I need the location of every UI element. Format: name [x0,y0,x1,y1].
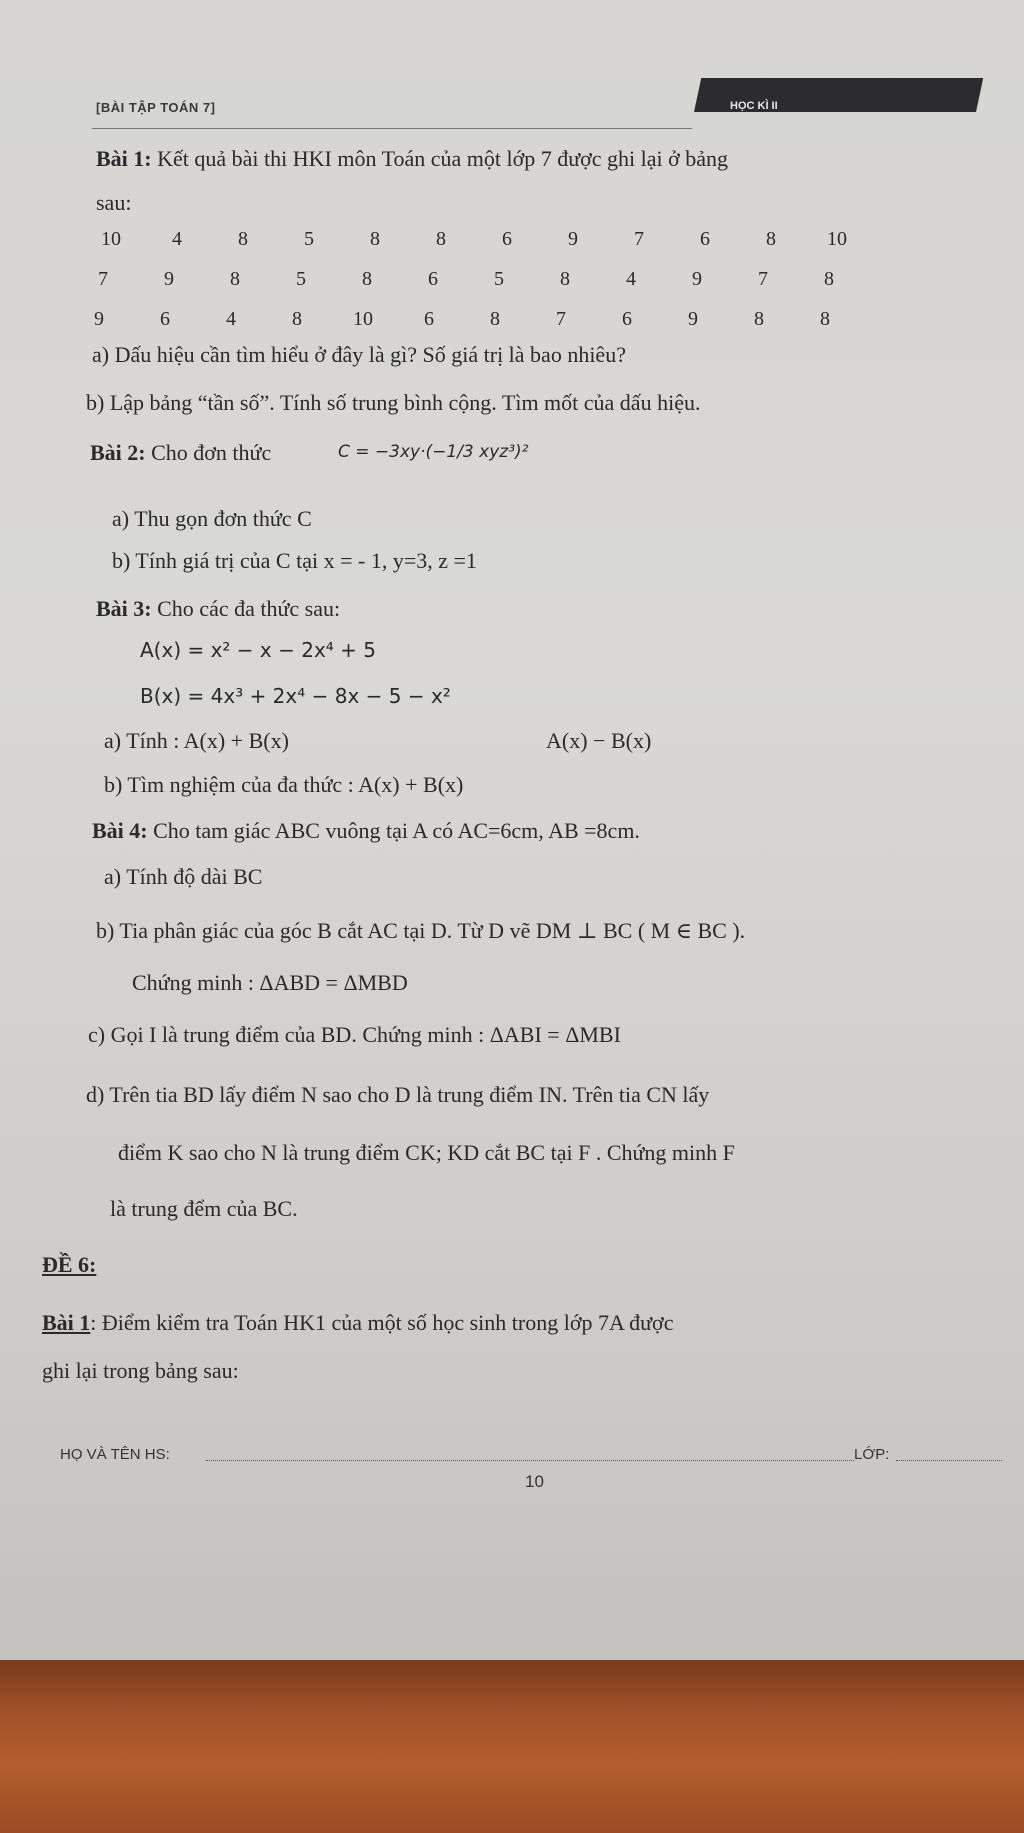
bai3-intro [96,596,340,622]
header-title: [BÀI TẬP TOÁN 7] [96,100,216,115]
cell: 8 [238,228,248,250]
data-row-2 [70,268,862,291]
cell: 5 [304,228,314,250]
name-dotted-line [206,1460,854,1461]
bai1-question-a: a) Dấu hiệu cần tìm hiểu ở đây là gì? Số giá trị là bao nhiêu? [92,342,626,367]
cell: 6 [502,228,512,250]
cell: 7 [98,268,108,290]
bai4-question-a: a) Tính độ dài BC [104,864,263,889]
de6-title: ĐỀ 6: [42,1252,97,1277]
bai1-intro [96,146,728,172]
cell: 10 [353,308,373,330]
data-row-3 [66,308,858,331]
bai4-question-c: c) Gọi I là trung điểm của BD. Chứng minh : ΔABI = ΔMBI [88,1022,621,1047]
wooden-table-background [0,1660,1024,1833]
cell: 6 [160,308,170,330]
cell: 8 [766,228,776,250]
de6-bai1 [42,1310,673,1336]
cell: 7 [556,308,566,330]
cell: 4 [226,308,236,330]
cell: 9 [692,268,702,290]
bai1-question-b: b) Lập bảng “tần số”. Tính số trung bình cộng. Tìm mốt của dấu hiệu. [86,390,701,415]
cell: 6 [424,308,434,330]
bai4-question-b2: Chứng minh : ΔABD = ΔMBD [132,970,408,995]
cell: 7 [634,228,644,250]
bai4-title: Bài 4: [92,818,148,843]
bai2-question-b: b) Tính giá trị của C tại x = - 1, y=3, z =1 [112,548,477,573]
cell: 8 [560,268,570,290]
class-label: LỚP: [854,1446,890,1463]
cell: 8 [490,308,500,330]
bai1-title: Bài 1: [96,146,152,171]
cell: 8 [230,268,240,290]
de6-bai1-text2: ghi lại trong bảng sau: [42,1358,239,1383]
bai2-intro [90,440,271,466]
cell: 8 [370,228,380,250]
cell: 6 [700,228,710,250]
cell: 9 [94,308,104,330]
bai3-title: Bài 3: [96,596,152,621]
class-dotted-line [896,1460,1002,1461]
bai4-text: Cho tam giác ABC vuông tại A có AC=6cm, AB =8cm. [147,818,640,843]
polynomial-a: A(x) = x² − x − 2x⁴ + 5 [140,638,377,662]
cell: 10 [827,228,847,250]
data-row-1 [78,228,870,251]
header-semester: HỌC KÌ II [730,100,778,112]
de6-bai1-text: : Điểm kiểm tra Toán HK1 của một số học sinh trong lớp 7A được [90,1310,674,1335]
cell: 9 [688,308,698,330]
polynomial-b: B(x) = 4x³ + 2x⁴ − 8x − 5 − x² [140,684,451,708]
bai2-text: Cho đơn thức [145,440,272,465]
cell: 4 [626,268,636,290]
bai4-question-d: d) Trên tia BD lấy điểm N sao cho D là trung điểm IN. Trên tia CN lấy [86,1082,710,1107]
cell: 6 [622,308,632,330]
header-divider [92,128,692,129]
cell: 8 [820,308,830,330]
bai2-formula: C = −3xy·(−1/3 xyz³)² [338,442,529,462]
cell: 9 [164,268,174,290]
cell: 8 [824,268,834,290]
bai2-question-a: a) Thu gọn đơn thức C [112,506,312,531]
bai4-question-d2: điểm K sao cho N là trung điểm CK; KD cắt BC tại F . Chứng minh F [118,1140,735,1165]
de6-bai1-title: Bài 1 [42,1310,91,1335]
cell: 7 [758,268,768,290]
page-number: 10 [525,1472,544,1491]
cell: 6 [428,268,438,290]
bai3-question-b: b) Tìm nghiệm của đa thức : A(x) + B(x) [104,772,464,797]
bai3-question-a: a) Tính : A(x) + B(x) [104,728,289,753]
cell: 8 [292,308,302,330]
bai4-intro [92,818,640,844]
bai4-question-b: b) Tia phân giác của góc B cắt AC tại D. Từ D vẽ DM ⊥ BC ( M ∈ BC ). [96,918,746,943]
bai4-question-d3: là trung đểm của BC. [110,1196,298,1221]
student-name-label: HỌ VÀ TÊN HS: [60,1446,170,1463]
cell: 8 [436,228,446,250]
cell: 9 [568,228,578,250]
cell: 8 [362,268,372,290]
cell: 10 [101,228,121,250]
bai3-text: Cho các đa thức sau: [151,596,341,621]
bai3-question-a2: A(x) − B(x) [546,728,652,753]
cell: 5 [494,268,504,290]
cell: 4 [172,228,182,250]
bai1-text2: sau: [96,190,132,215]
cell: 8 [754,308,764,330]
bai1-text: Kết quả bài thi HKI môn Toán của một lớp 7 được ghi lại ở bảng [151,146,729,171]
cell: 5 [296,268,306,290]
bai2-title: Bài 2: [90,440,146,465]
